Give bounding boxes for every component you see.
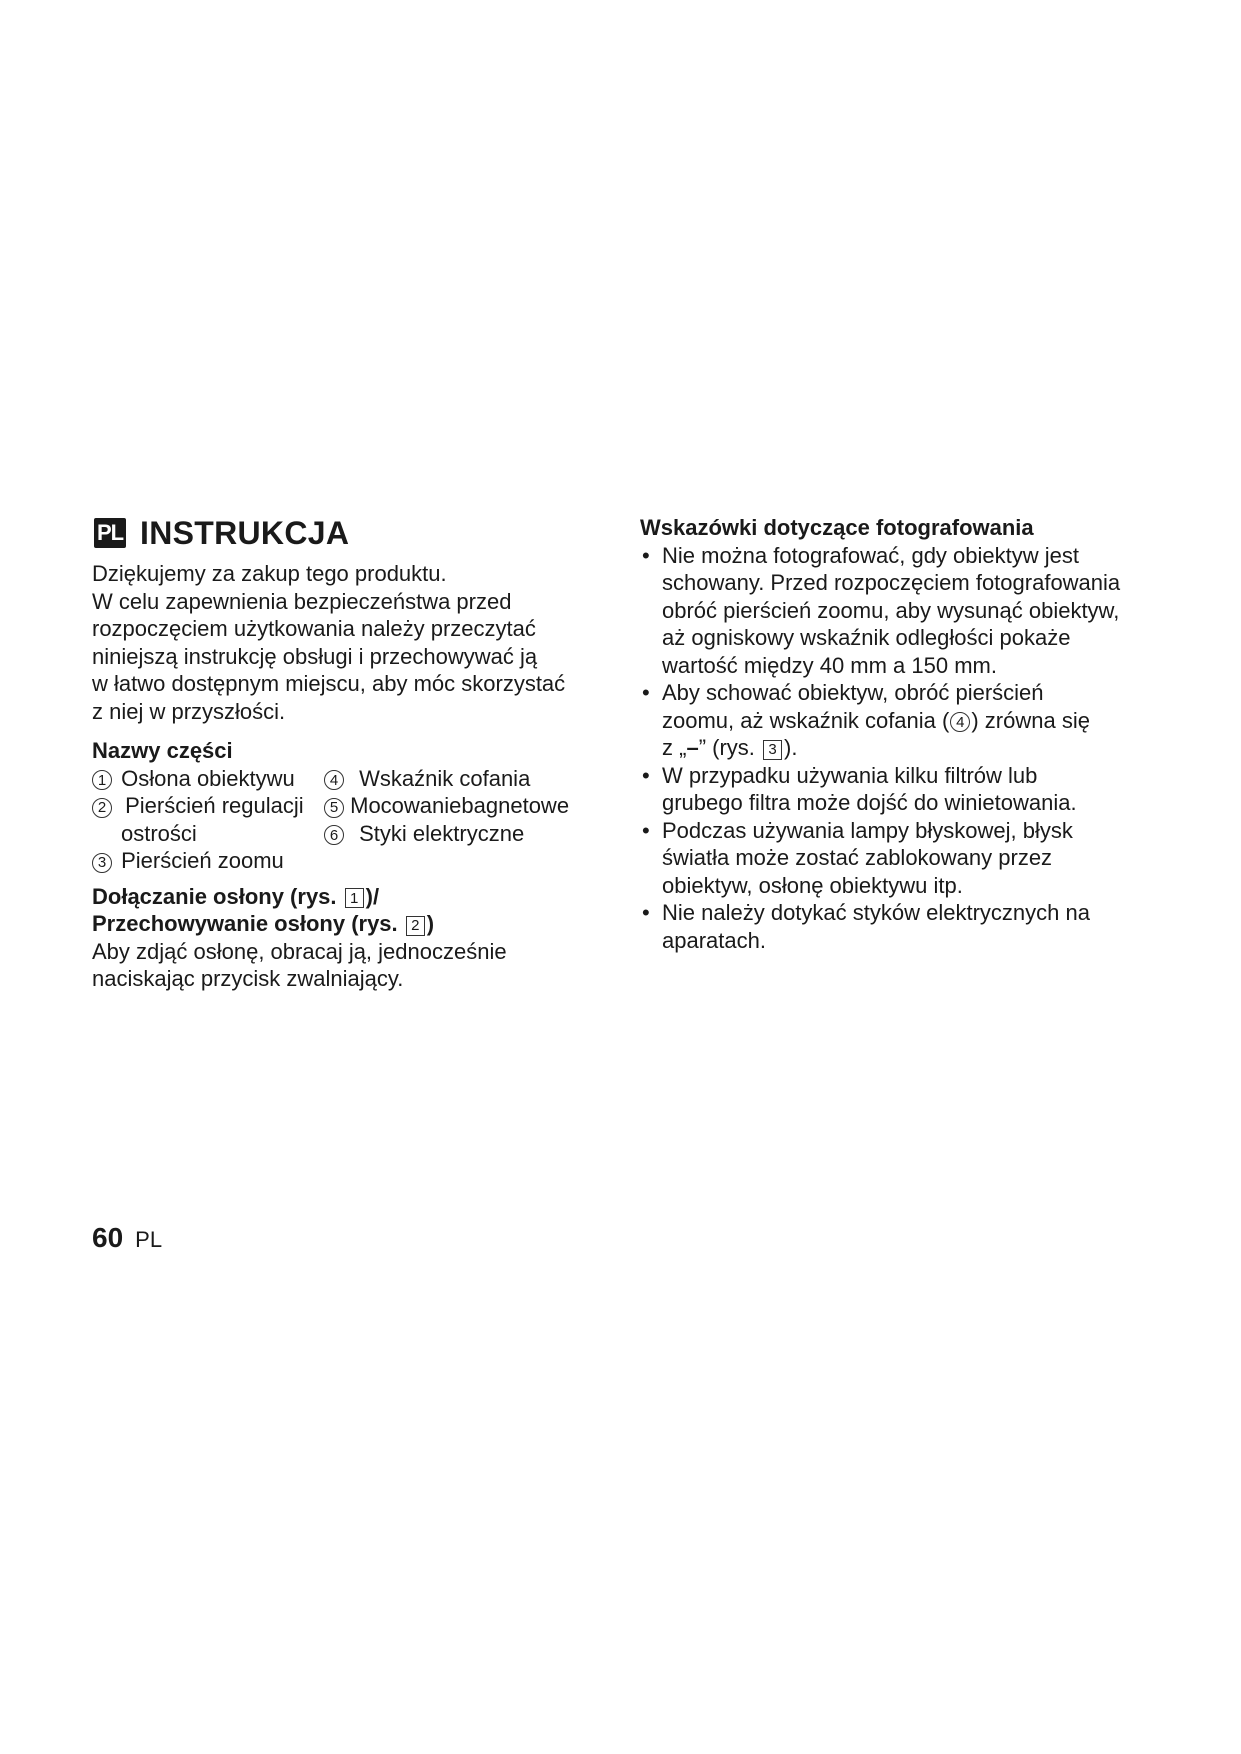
page-footer [92,1222,162,1254]
page-title [92,512,612,554]
bullet-icon: • [642,680,650,705]
figure-ref: 2 [406,916,425,936]
part-label: Pierścień zoomu [121,848,284,873]
intro-line: W celu zapewnienia bezpieczeństwa przed [92,588,512,614]
page-number: 60 [92,1222,124,1253]
part-number: 1 [92,770,112,790]
part-item [92,765,295,793]
parts-heading: Nazwy części [92,738,233,763]
part-number: 3 [92,853,112,873]
figure-ref: 1 [345,888,364,908]
tip-item: • Nie można fotografować, gdy obiektyw jest schowany. Przed rozpoczęciem fotografowania obróć pierścień zoomu, aby wysunąć obiektyw, aż ogniskowy wskaźnik odległości pokaże wartość między 40 mm a 150 mm. [642,542,1121,678]
part-number: 6 [324,825,344,845]
hood-heading-store: Przechowywanie osłony (rys. 2 ) [92,911,435,936]
part-label: Styki elektryczne [359,820,525,846]
intro-line: niniejszą instrukcję obsługi i przechowywać ją [92,643,538,669]
part-label: Osłona obiektywu [121,765,295,791]
left-column [92,512,612,993]
intro-line: w łatwo dostępnym miejscu, aby móc skorzystać [92,671,566,696]
hood-heading-attach: Dołączanie osłony (rys. 1 )/ [92,883,380,909]
right-column [640,512,1160,954]
bullet-icon: • [642,542,650,568]
part-item [324,765,530,793]
tip-item: • Aby schować obiektyw, obróć pierścień zoomu, aż wskaźnik cofania ( 4 ) zrówna się z „–” (rys. 3 ). [642,680,1090,760]
intro-line: rozpoczęciem użytkowania należy przeczytać [92,616,536,641]
language-badge: PL [94,518,126,548]
tip-item: • W przypadku używania kilku filtrów lub grubego filtra może dojść do winietowania. [642,762,1077,815]
part-item [324,820,524,848]
part-number: 4 [950,712,970,732]
part-item [324,792,569,820]
part-label: Mocowaniebagnetowe [350,793,570,818]
part-item [92,847,284,875]
bullet-icon: • [642,817,650,843]
part-number: 2 [92,798,112,818]
page-language: PL [135,1227,163,1252]
tips-heading: Wskazówki dotyczące fotografowania [640,515,1034,540]
tip-item: • Podczas używania lampy błyskowej, błysk światła może zostać zablokowany przez obiektyw, osłonę obiektywu itp. [642,817,1073,898]
hood-text-line: naciskając przycisk zwalniający. [92,966,404,991]
title-text: INSTRUKCJA [140,514,350,551]
bullet-icon: • [642,762,650,788]
figure-ref: 3 [763,740,782,760]
tip-item: • Nie należy dotykać styków elektrycznych na aparatach. [642,900,1090,953]
retract-mark: – [686,735,699,760]
part-item [92,792,304,820]
parts-list [92,765,612,875]
intro-line: z niej w przyszłości. [92,698,286,724]
part-label: Pierścień regulacji [125,793,304,818]
tips-list [640,542,1160,955]
part-label: Wskaźnik cofania [359,765,531,791]
part-number: 5 [324,798,344,818]
intro-paragraph [92,560,612,725]
part-number: 4 [324,770,344,790]
part-label-continued: ostrości [121,820,197,846]
intro-line: Dziękujemy za zakup tego produktu. [92,561,447,586]
bullet-icon: • [642,900,650,925]
hood-text-line: Aby zdjąć osłonę, obracaj ją, jednocześnie [92,938,507,964]
